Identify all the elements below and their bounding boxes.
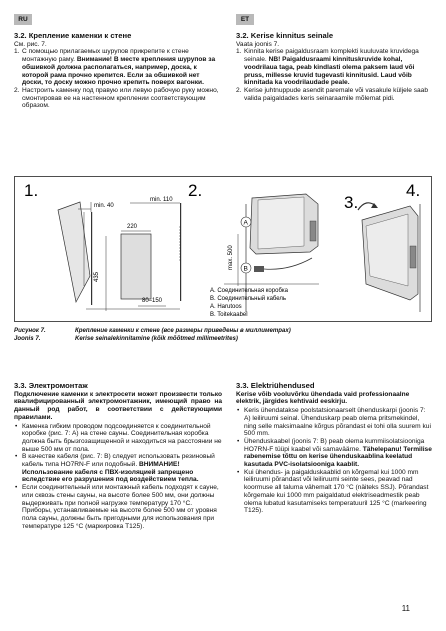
et-electrical-list bbox=[236, 407, 432, 515]
ru-see-figure: См. рис. 7. bbox=[14, 40, 47, 48]
et-step-2-num: 2. bbox=[236, 86, 242, 94]
et-heading-3-2: 3.2. Kerise kinnitus seinale bbox=[236, 31, 334, 40]
caption-ru-label: Рисунок 7. bbox=[14, 327, 46, 334]
mounting-frame bbox=[121, 234, 151, 299]
dim-min110: min. 110 bbox=[150, 197, 173, 203]
ru-section-3-2 bbox=[14, 32, 222, 110]
et-step-2 bbox=[236, 87, 432, 102]
dim-435: 435 bbox=[94, 271, 100, 282]
legend-line-3: A. Harutoos bbox=[210, 304, 242, 310]
ru-step-2 bbox=[14, 87, 222, 110]
label-b: B bbox=[243, 265, 248, 273]
heater-side-controls bbox=[410, 246, 416, 268]
ru-bullet-3 bbox=[14, 484, 222, 530]
et-heading-3-3: 3.3. Elektriühendused bbox=[236, 381, 315, 390]
figure-7-diagram bbox=[14, 176, 432, 322]
step-4-label: 4. bbox=[406, 181, 421, 200]
dim-max500: max. 500 bbox=[228, 245, 234, 270]
legend-line-2: B. Соединительный кабель bbox=[210, 296, 287, 302]
ru-section-3-3 bbox=[14, 382, 222, 530]
legend-line-4: B. Toitekaabel bbox=[210, 312, 248, 318]
et-bullet-2-text: Ühenduskaabel (joonis 7: B) peab olema kummiisolatsiooniga HO7RN-F tüüpi kaabel või samaväärne. bbox=[244, 437, 425, 453]
ru-bullet-1 bbox=[14, 423, 222, 454]
caption-et-label: Joonis 7. bbox=[14, 335, 41, 342]
junction-box bbox=[254, 266, 264, 272]
lang-badge-et: ET bbox=[236, 14, 254, 25]
et-step-1 bbox=[236, 48, 432, 87]
et-bullet-2 bbox=[236, 438, 432, 469]
et-step-1-text: Kinnita kerise paigaldusraam komplekti kuuluvate kruvidega seinale. bbox=[244, 48, 419, 64]
ru-steps-list bbox=[14, 48, 222, 110]
ru-step-1-text: С помощью прилагаемых шурупов прикрепите к стене монтажную раму. bbox=[22, 48, 189, 64]
et-section-3-2 bbox=[236, 32, 432, 102]
page-number: 11 bbox=[401, 604, 410, 613]
dim-min40: min. 40 bbox=[94, 203, 114, 209]
et-bullet-3 bbox=[236, 469, 432, 515]
ru-step-1-warning: Внимание! В месте крепления шурупов за обшивкой должна располагаться, например, доска, к которой рама прочно крепится. Если за обшивкой нет доски, то доску можно прочно крепить поверх вагонки. bbox=[22, 56, 216, 87]
step-1-label: 1. bbox=[24, 181, 39, 200]
label-a: A bbox=[243, 219, 248, 227]
ru-electrical-list bbox=[14, 423, 222, 531]
et-bullet-2-warning: Tähelepanu! Termilise rabenemise tõttu on kerise ühenduskaablina keelatud kasutada PVC-isolatsiooniga kaablit. bbox=[244, 445, 432, 469]
ru-step-1 bbox=[14, 48, 222, 87]
lang-badge-ru: RU bbox=[14, 14, 32, 25]
caption-ru-text: Крепление каменки к стене (все размеры приведены в миллиметрах) bbox=[75, 327, 291, 334]
ru-bullet-2-warning: ВНИМАНИЕ! Использование кабеля с ПВХ-изоляцией запрещено вследствие его разрушения под воздействием тепла. bbox=[22, 461, 199, 484]
ru-electrical-intro: Подключение каменки к электросети может произвести только квалифицированный электромонтажник, имеющий право на данный род работ, в соответствии с действующими правилами. bbox=[14, 390, 222, 421]
ru-bullet-2-text: В качестве кабеля (рис. 7: В) следует использовать резиновый кабель типа HO7RN-F или подобный. bbox=[22, 453, 215, 469]
ru-bullet-1-text: Каменка гибким проводом подсоединяется к соединительной коробке (рис. 7: А) на стене сауны. Соединительная коробка должна быть брызгозащищенной и находиться на расстоянии не выше 500 мм от пола. bbox=[22, 422, 222, 453]
et-electrical-intro: Kerise võib vooluvõrku ühendada vaid professionaalne elektrik, järgides kehtivaid eeskirju. bbox=[236, 390, 410, 406]
heater-side-panel bbox=[366, 214, 408, 286]
heater-controls bbox=[310, 221, 316, 241]
et-step-1-num: 1. bbox=[236, 48, 242, 56]
ru-heading-3-2: 3.2. Крепление каменки к стене bbox=[14, 31, 132, 40]
et-bullet-3-text: Kui ühendus- ja paigalduskaablid on kõrgemal kui 1000 mm leiliruumi põrandast või leiliruumi seinte sees, peavad nad koormuse all taluma vähemalt 170 °C (näiteks SSJ). Põrandast kõrgemale kui 1000 mm paigaldatud elektriseadmestik peab olema lubatud kasutamiseks temperatuuril 125 °C (markeering T125). bbox=[244, 468, 429, 515]
et-section-3-3 bbox=[236, 382, 432, 515]
step-3-label: 3. bbox=[344, 193, 359, 212]
ru-bullet-2 bbox=[14, 453, 222, 484]
et-step-1-warning: NB! Paigaldusraami kinnituskruvide kohal, voodrilaua taga, peab kindlasti olema paksem laud või pruss, millesse kruvid tugevasti kinnitusid. Laud võib kinnitada ka voodrilaudade peale. bbox=[244, 56, 415, 87]
dim-220: 220 bbox=[127, 224, 138, 230]
step-2-label: 2. bbox=[188, 181, 203, 200]
legend-line-1: A. Соединительная коробка bbox=[210, 288, 288, 294]
ru-step-2-text: Настроить каменку под правую или левую рабочую руку можно, смонтировав ее на настенном креплении соответствующим образом. bbox=[22, 86, 219, 110]
ru-step-2-num: 2. bbox=[14, 86, 20, 94]
dim-80-150: 80–150 bbox=[142, 298, 163, 304]
et-bullet-1-text: Keris ühendatakse poolstatsionaarselt ühenduskarpi (joonis 7: A) leiliruumi seinal. Ühenduskarp peab olema pritsmekindel, ning selle maksimaalne kõrgus põrandast ei tohi olla suurem kui 500 mm. bbox=[244, 407, 431, 438]
heater-front bbox=[258, 197, 304, 249]
wall-frame-side bbox=[58, 202, 90, 302]
et-see-figure: Vaata joonis 7. bbox=[236, 40, 280, 48]
ru-bullet-3-text: Если соединительный или монтажный кабель подходят к сауне, или сквозь стены сауны, на высоте более 500 мм, они должны выдерживать при полной нагрузке температуру 170 °С. Приборы, устанавливаемые на высоте более 500 мм от уровня пола сауны, должны быть пригодными для использования при температуре 125 °С (маркировка T125). bbox=[22, 484, 219, 530]
supply-cable bbox=[264, 258, 312, 269]
ru-step-1-num: 1. bbox=[14, 48, 20, 56]
wall-line-1 bbox=[91, 212, 92, 305]
ru-heading-3-3: 3.3. Электромонтаж bbox=[14, 381, 88, 390]
et-step-2-text: Kerise juhtnuppude asendit paremale või vasakule küljele saab valida paigaldades keris seinaraamile mõlemat pidi. bbox=[244, 86, 429, 102]
et-steps-list bbox=[236, 48, 432, 102]
caption-et-text: Kerise seinalekinnitamine (kõik mõõtmed millimeetrites) bbox=[75, 335, 238, 342]
et-bullet-1 bbox=[236, 407, 432, 438]
